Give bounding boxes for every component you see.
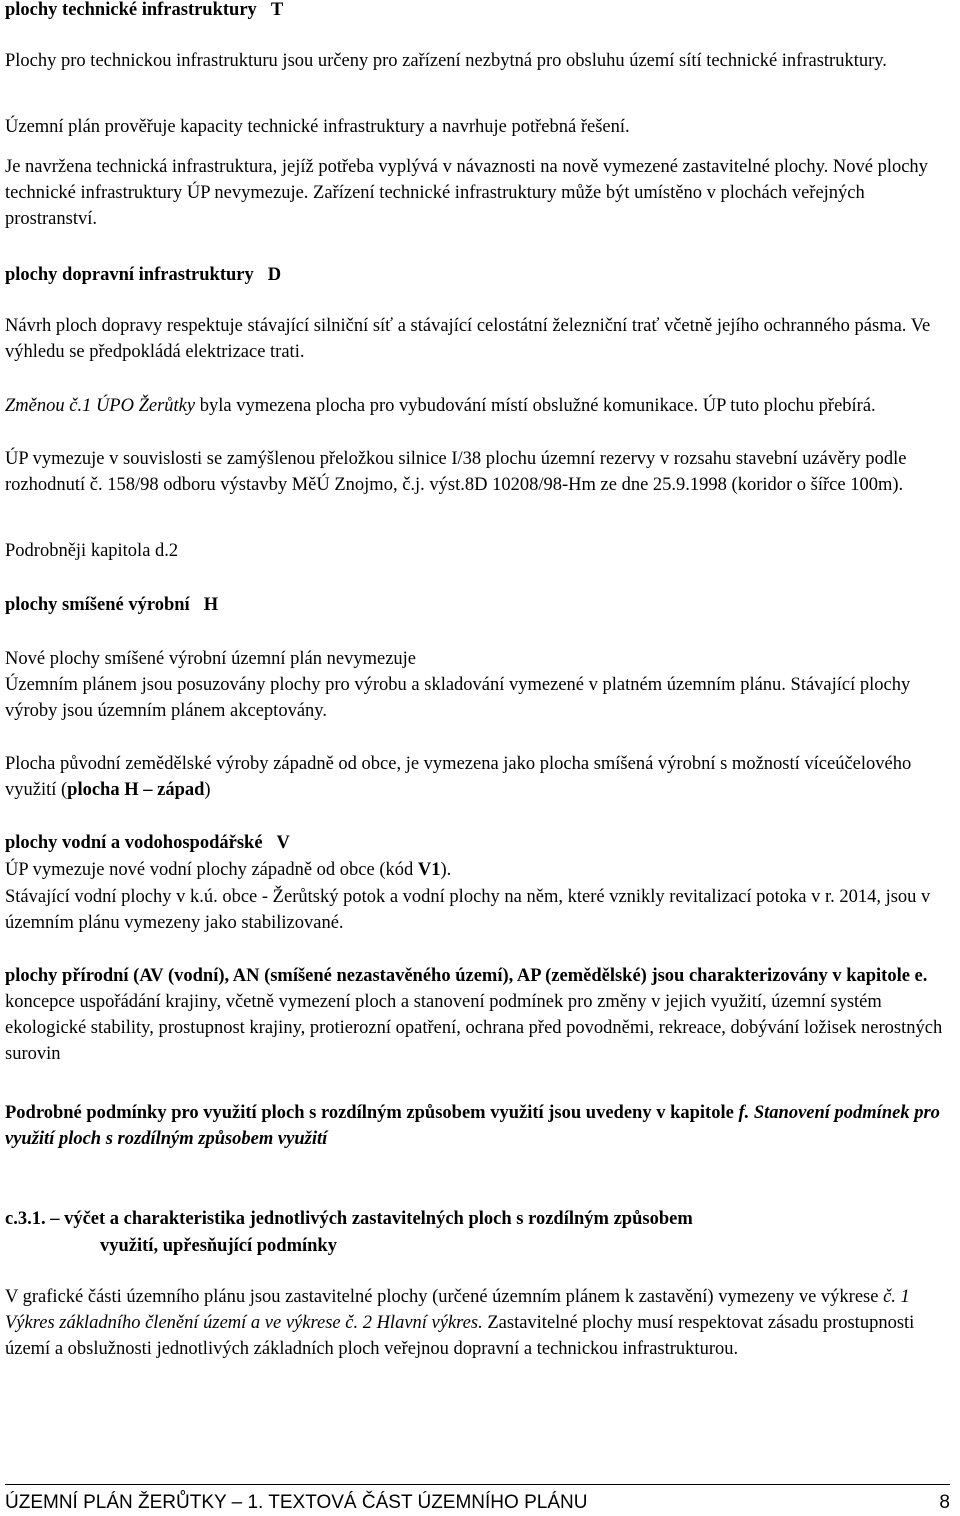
paragraph: Nové plochy smíšené výrobní územní plán nevymezuje xyxy=(5,649,417,669)
page-footer xyxy=(5,1490,955,1516)
paragraph: Změnou č.1 ÚPO Žerůtky byla vymezena plocha pro vybudování místí obslužné komunikace. ÚP tuto plochu přebírá. xyxy=(5,396,876,416)
subchapter-heading-c31: c.3.1. – výčet a charakteristika jednotlivých zastavitelných ploch s rozdílným způsobem xyxy=(5,1209,693,1229)
footer-title: ÚZEMNÍ PLÁN ŽERŮTKY – 1. TEXTOVÁ ČÁST ÚZEMNÍHO PLÁNU xyxy=(5,1492,588,1513)
section-heading-v: plochy vodní a vodohospodářské V xyxy=(5,833,290,853)
paragraph: Plochy pro technickou infrastrukturu jsou určeny pro zařízení nezbytná pro obsluhu území sítí technické infrastruktury. xyxy=(5,51,887,71)
paragraph: Územní plán prověřuje kapacity technické infrastruktury a navrhuje potřebná řešení. xyxy=(5,117,630,137)
page-number: 8 xyxy=(939,1492,950,1513)
subchapter-heading-c31-line2: využití, upřesňující podmínky xyxy=(100,1236,337,1256)
paragraph: Je navržena technická infrastruktura, jejíž potřeba vyplývá v návaznosti na nově vymezené zastavitelné plochy. Nové plochy technické infrastruktury ÚP nevymezuje. Zařízení technické infrastruktury může být umístěno v plochách veřejných prostranství. xyxy=(5,157,928,229)
paragraph: Návrh ploch dopravy respektuje stávající silniční síť a stávající celostátní železniční trať včetně jejího ochranného pásma. Ve výhledu se předpokládá elektrizace trati. xyxy=(5,316,931,362)
paragraph: ÚP vymezuje v souvislosti se zamýšlenou přeložkou silnice I/38 plochu územní rezervy v rozsahu stavební uzávěry podle rozhodnutí č. 158/98 odboru výstavby MěÚ Znojmo, č.j. výst.8D 10208/98-Hm ze dne 25.9.1998 (koridor o šířce 100m). xyxy=(5,449,907,495)
paragraph: Podrobněji kapitola d.2 xyxy=(5,541,179,561)
paragraph-natural-areas: plochy přírodní (AV (vodní), AN (smíšené nezastavěného území), AP (zemědělské) jsou charakterizovány v kapitole e. koncepce uspořádání krajiny, včetně vymezení ploch a stanovení podmínek pro změny v jejich využití, územní systém ekologické stability, prostupnost krajiny, protierozní opatření, ochrana před povodněmi, rekreace, dobývání ložisek nerostných surovin xyxy=(5,966,943,1064)
paragraph: Územním plánem jsou posuzovány plochy pro výrobu a skladování vymezené v platném územním plánu. Stávající plochy výroby jsou územním plánem akceptovány. xyxy=(5,675,911,721)
section-heading-t: plochy technické infrastruktury T xyxy=(5,0,284,20)
paragraph: Stávající vodní plochy v k.ú. obce - Žerůtský potok a vodní plochy na něm, které vznikly revitalizací potoka v r. 2014, jsou v územním plánu vymezeny jako stabilizované. xyxy=(5,887,931,933)
section-heading-h: plochy smíšené výrobní H xyxy=(5,595,219,615)
footer-divider xyxy=(5,1484,950,1485)
section-heading-d: plochy dopravní infrastruktury D xyxy=(5,265,282,285)
paragraph: V grafické části územního plánu jsou zastavitelné plochy (určené územním plánem k zastavění) vymezeny ve výkrese č. 1 Výkres základního členění území a ve výkrese č. 2 Hlavní výkres. Zastavitelné plochy musí respektovat zásadu prostupnosti území a obslužnosti jednotlivých základních ploch veřejnou dopravní a technickou infrastrukturou. xyxy=(5,1287,915,1359)
paragraph-conditions: Podrobné podmínky pro využití ploch s rozdílným způsobem využití jsou uvedeny v kapitole f. Stanovení podmínek pro využití ploch s rozdílným způsobem využití xyxy=(5,1103,940,1149)
paragraph: ÚP vymezuje nové vodní plochy západně od obce (kód V1). xyxy=(5,860,452,880)
paragraph: Plocha původní zemědělské výroby západně od obce, je vymezena jako plocha smíšená výrobní s možností víceúčelového využití (plocha H – západ) xyxy=(5,754,912,800)
